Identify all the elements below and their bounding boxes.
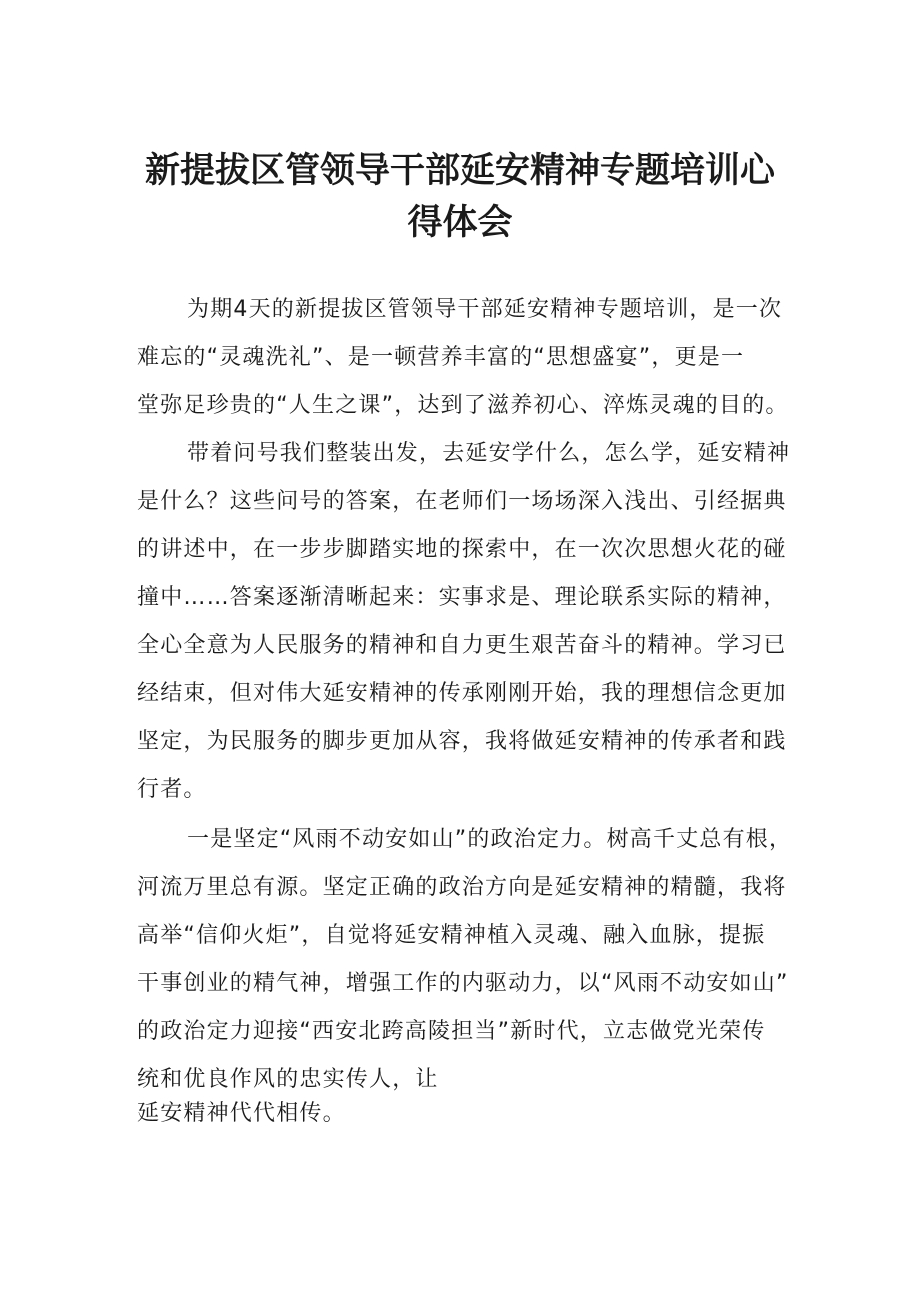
body-line: 带着问号我们整装出发，去延安学什么，怎么学，延安精神 [187, 441, 791, 466]
body-line: 是什么？这些问号的答案，在老师们一场场深入浅出、引经据典 [137, 489, 787, 514]
title-line-2: 得体会 [407, 203, 513, 243]
body-line: 一是坚定“风雨不动安如山”的政治定力。树高千丈总有根， [187, 827, 793, 852]
body-line: 难忘的“灵魂洗礼”、是一顿营养丰富的“思想盛宴”，更是一 [137, 345, 745, 370]
body-line: 经结束，但对伟大延安精神的传承刚刚开始，我的理想信念更加 [137, 681, 787, 706]
body-line: 延安精神代代相传。 [137, 1101, 346, 1126]
body-line: 的政治定力迎接“西安北跨高陵担当”新时代，立志做党光荣传 [137, 1019, 766, 1044]
title-line-1: 新提拔区管领导干部延安精神专题培训心 [144, 151, 775, 191]
body-line: 行者。 [137, 777, 207, 802]
body-line: 堂弥足珍贵的“人生之课”，达到了滋养初心、淬炼灵魂的目的。 [137, 393, 789, 418]
body-line: 撞中……答案逐渐清晰起来：实事求是、理论联系实际的精神， [137, 585, 787, 610]
body-line: 河流万里总有源。坚定正确的政治方向是延安精神的精髓，我将 [137, 875, 787, 900]
body-line: 坚定，为民服务的脚步更加从容，我将做延安精神的传承者和践 [137, 729, 787, 754]
document-title [120, 145, 800, 249]
body-line: 为期4天的新提拔区管领导干部延安精神专题培训，是一次 [187, 297, 783, 322]
body-line: 的讲述中，在一步步脚踏实地的探索中，在一次次思想火花的碰 [137, 537, 787, 562]
body-line: 统和优良作风的忠实传人，让 [137, 1067, 439, 1092]
body-line: 全心全意为人民服务的精神和自力更生艰苦奋斗的精神。学习已 [137, 633, 787, 658]
body-line: 高举“信仰火炬”，自觉将延安精神植入灵魂、融入血脉，提振 [137, 923, 766, 948]
body-line: 干事创业的精气神，增强工作的内驱动力，以“风雨不动安如山” [137, 971, 789, 996]
